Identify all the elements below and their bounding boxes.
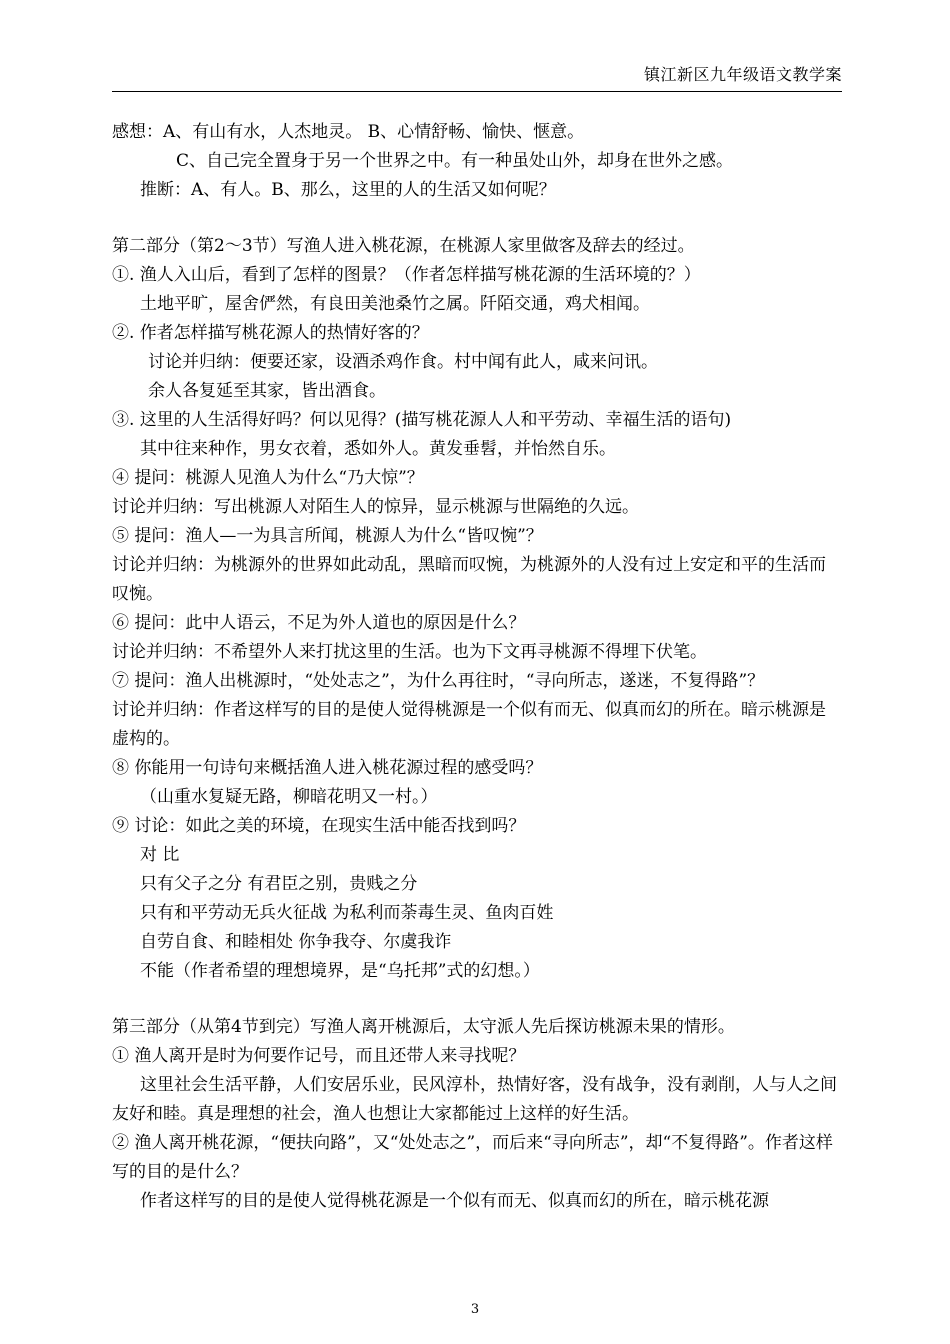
question-line: ④ 提问：桃源人见渔人为什么“乃大惊”？ [112, 468, 424, 488]
answer-paragraph: 讨论并归纳：为桃源外的世界如此动乱，黑暗而叹惋，为桃源外的人没有过上安定和平的生活而叹惋。 [112, 555, 826, 604]
answer-line: 讨论并归纳：不希望外人来打扰这里的生活。也为下文再寻桃源不得埋下伏笔。 [112, 642, 707, 662]
answer-paragraph: 讨论并归纳：作者这样写的目的是使人觉得桃源是一个似有而无、似真而幻的所在。暗示桃源是虚构的。 [112, 700, 826, 749]
answer-line: 不能（作者希望的理想境界，是“乌托邦”式的幻想。） [140, 961, 540, 981]
question-paragraph: ② 渔人离开桃花源，“便扶向路”，又“处处志之”，而后来“寻向所志”，却“不复得路”。作者这样写的目的是什么？ [112, 1133, 833, 1182]
answer-line: 讨论并归纳：写出桃源人对陌生人的惊异，显示桃源与世隔绝的久远。 [112, 497, 639, 517]
comparison-row: 自劳自食、和睦相处 你争我夺、尔虞我诈 [140, 932, 452, 952]
document-header: 镇江新区九年级语文教学案 [643, 65, 842, 84]
text-line: 推断：A、有人。B、那么，这里的人的生活又如何呢？ [140, 180, 556, 200]
spacer [112, 986, 842, 1013]
answer-line: （山重水复疑无路，柳暗花明又一村。） [140, 787, 438, 807]
text-line: C、自己完全置身于另一个世界之中。有一种虽处山外，却身在世外之感。 [176, 151, 734, 171]
text-line: 感想：A、有山有水，人杰地灵。 B、心情舒畅、愉快、惬意。 [112, 122, 585, 142]
answer-line: 土地平旷，屋舍俨然，有良田美池桑竹之属。阡陌交通，鸡犬相闻。 [140, 294, 650, 314]
answer-paragraph: 这里社会生活平静，人们安居乐业，民风淳朴，热情好客，没有战争，没有剥削，人与人之间友好和睦。真是理想的社会，渔人也想让大家都能过上这样的好生活。 [112, 1075, 837, 1124]
question-line: ⑤ 提问：渔人—一为具言所闻，桃源人为什么“皆叹惋”？ [112, 526, 543, 546]
question-line: ⑦ 提问：渔人出桃源时，“处处志之”，为什么再往时，“寻向所志，遂迷，不复得路”？ [112, 671, 765, 691]
comparison-row: 只有父子之分 有君臣之别，贵贱之分 [140, 874, 418, 894]
question-line: ① 渔人离开是时为何要作记号，而且还带人来寻找呢？ [112, 1046, 526, 1066]
question-line: ⑧ 你能用一句诗句来概括渔人进入桃花源过程的感受吗？ [112, 758, 543, 778]
answer-line: 其中往来种作，男女衣着，悉如外人。黄发垂髫，并怡然自乐。 [140, 439, 616, 459]
document-body [112, 118, 842, 1216]
question-line: ⑥ 提问：此中人语云，不足为外人道也的原因是什么？ [112, 613, 526, 633]
comparison-row: 只有和平劳动无兵火征战 为私利而荼毒生灵、鱼肉百姓 [140, 903, 554, 923]
header-divider [112, 91, 842, 92]
spacer [112, 205, 842, 232]
section-heading: 第三部分（从第4节到完）写渔人离开桃源后，太守派人先后探访桃源未果的情形。 [112, 1017, 735, 1037]
question-line: ⑨ 讨论：如此之美的环境，在现实生活中能否找到吗？ [112, 816, 526, 836]
section-heading: 第二部分（第2～3节）写渔人进入桃花源，在桃源人家里做客及辞去的经过。 [112, 236, 695, 256]
page-number: 3 [470, 1302, 480, 1317]
question-line: ③. 这里的人生活得好吗？何以见得？(描写桃花源人人和平劳动、幸福生活的语句) [112, 410, 732, 430]
question-line: ①. 渔人入山后，看到了怎样的图景？（作者怎样描写桃花源的生活环境的？） [112, 265, 701, 285]
answer-line: 余人各复延至其家，皆出酒食。 [148, 381, 386, 401]
answer-line: 作者这样写的目的是使人觉得桃花源是一个似有而无、似真而幻的所在，暗示桃花源 [140, 1191, 769, 1211]
question-line: ②. 作者怎样描写桃花源人的热情好客的？ [112, 323, 429, 343]
answer-line: 讨论并归纳：便要还家，设酒杀鸡作食。村中闻有此人，咸来问讯。 [148, 352, 658, 372]
comparison-heading: 对 比 [140, 845, 180, 865]
